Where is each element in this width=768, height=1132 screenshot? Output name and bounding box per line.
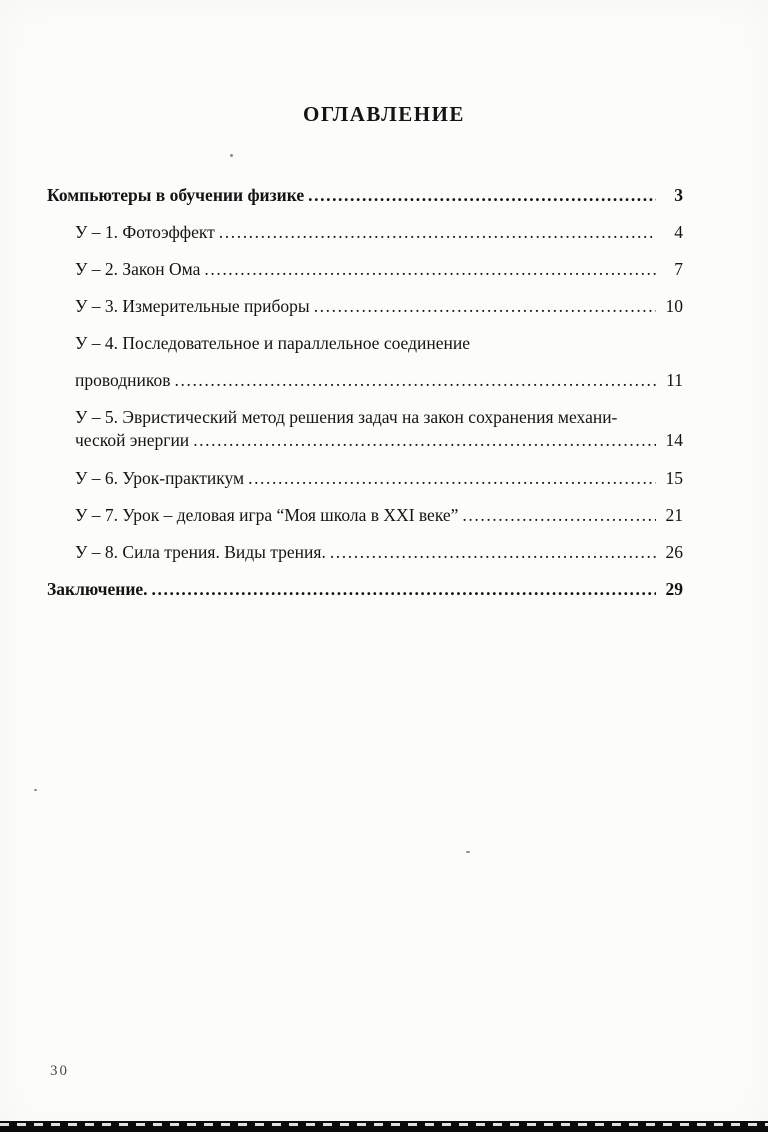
toc-entry-page: 15 <box>665 468 683 488</box>
toc-entry <box>47 251 683 288</box>
toc-entry-page: 4 <box>674 222 683 242</box>
table-of-contents <box>47 177 683 608</box>
dot-leader <box>330 534 656 571</box>
toc-entry <box>47 460 683 497</box>
scan-speck <box>230 154 233 157</box>
scan-speck <box>34 789 37 791</box>
dot-leader <box>193 429 656 452</box>
toc-entry-page: 7 <box>674 259 683 279</box>
toc-entry-page: 11 <box>666 370 683 390</box>
toc-entry-label: У – 4. Последовательное и параллельное соединение <box>75 333 470 353</box>
toc-entry-page: 21 <box>665 505 683 525</box>
toc-entry <box>47 406 683 452</box>
toc-entry <box>47 497 683 534</box>
toc-entry <box>47 571 683 608</box>
toc-entry-label: У – 3. Измерительные приборы <box>75 296 310 316</box>
scan-edge-artifact <box>0 1121 768 1132</box>
dot-leader <box>152 571 656 608</box>
toc-entry-page: 14 <box>665 430 683 450</box>
toc-entry <box>47 177 683 214</box>
dot-leader <box>462 497 656 534</box>
toc-entry <box>47 288 683 325</box>
scan-speck <box>466 851 470 853</box>
toc-entry-label: У – 8. Сила трения. Виды трения. <box>75 542 326 562</box>
toc-entry-page: 29 <box>665 579 683 599</box>
dot-leader <box>204 251 656 288</box>
toc-entry-page: 10 <box>665 296 683 316</box>
toc-entry <box>47 214 683 251</box>
toc-entry-label: У – 2. Закон Ома <box>75 259 201 279</box>
toc-entry-label: У – 1. Фотоэффект <box>75 222 215 242</box>
toc-entry-page: 3 <box>674 185 683 205</box>
toc-entry-label-continued: проводников <box>75 370 171 390</box>
toc-entry-label: У – 7. Урок – деловая игра “Моя школа в XXI веке” <box>75 505 459 525</box>
toc-entry-page: 26 <box>665 542 683 562</box>
toc-entry <box>47 534 683 571</box>
dot-leader <box>175 362 656 399</box>
dot-leader <box>308 177 656 214</box>
toc-entry-label: Заключение. <box>47 579 148 599</box>
footer-page-number: 30 <box>50 1063 69 1079</box>
dot-leader <box>314 288 656 325</box>
toc-entry-label-continued: ческой энергии <box>75 430 190 450</box>
toc-entry-label: У – 5. Эвристический метод решения задач на закон сохранения механи- <box>75 407 618 427</box>
toc-entry-label: Компьютеры в обучении физике <box>47 185 305 205</box>
page-title: ОГЛАВЛЕНИЕ <box>303 102 465 126</box>
dot-leader <box>219 214 656 251</box>
dot-leader <box>248 460 656 497</box>
toc-entry <box>47 325 683 399</box>
toc-entry-label: У – 6. Урок-практикум <box>75 468 245 488</box>
